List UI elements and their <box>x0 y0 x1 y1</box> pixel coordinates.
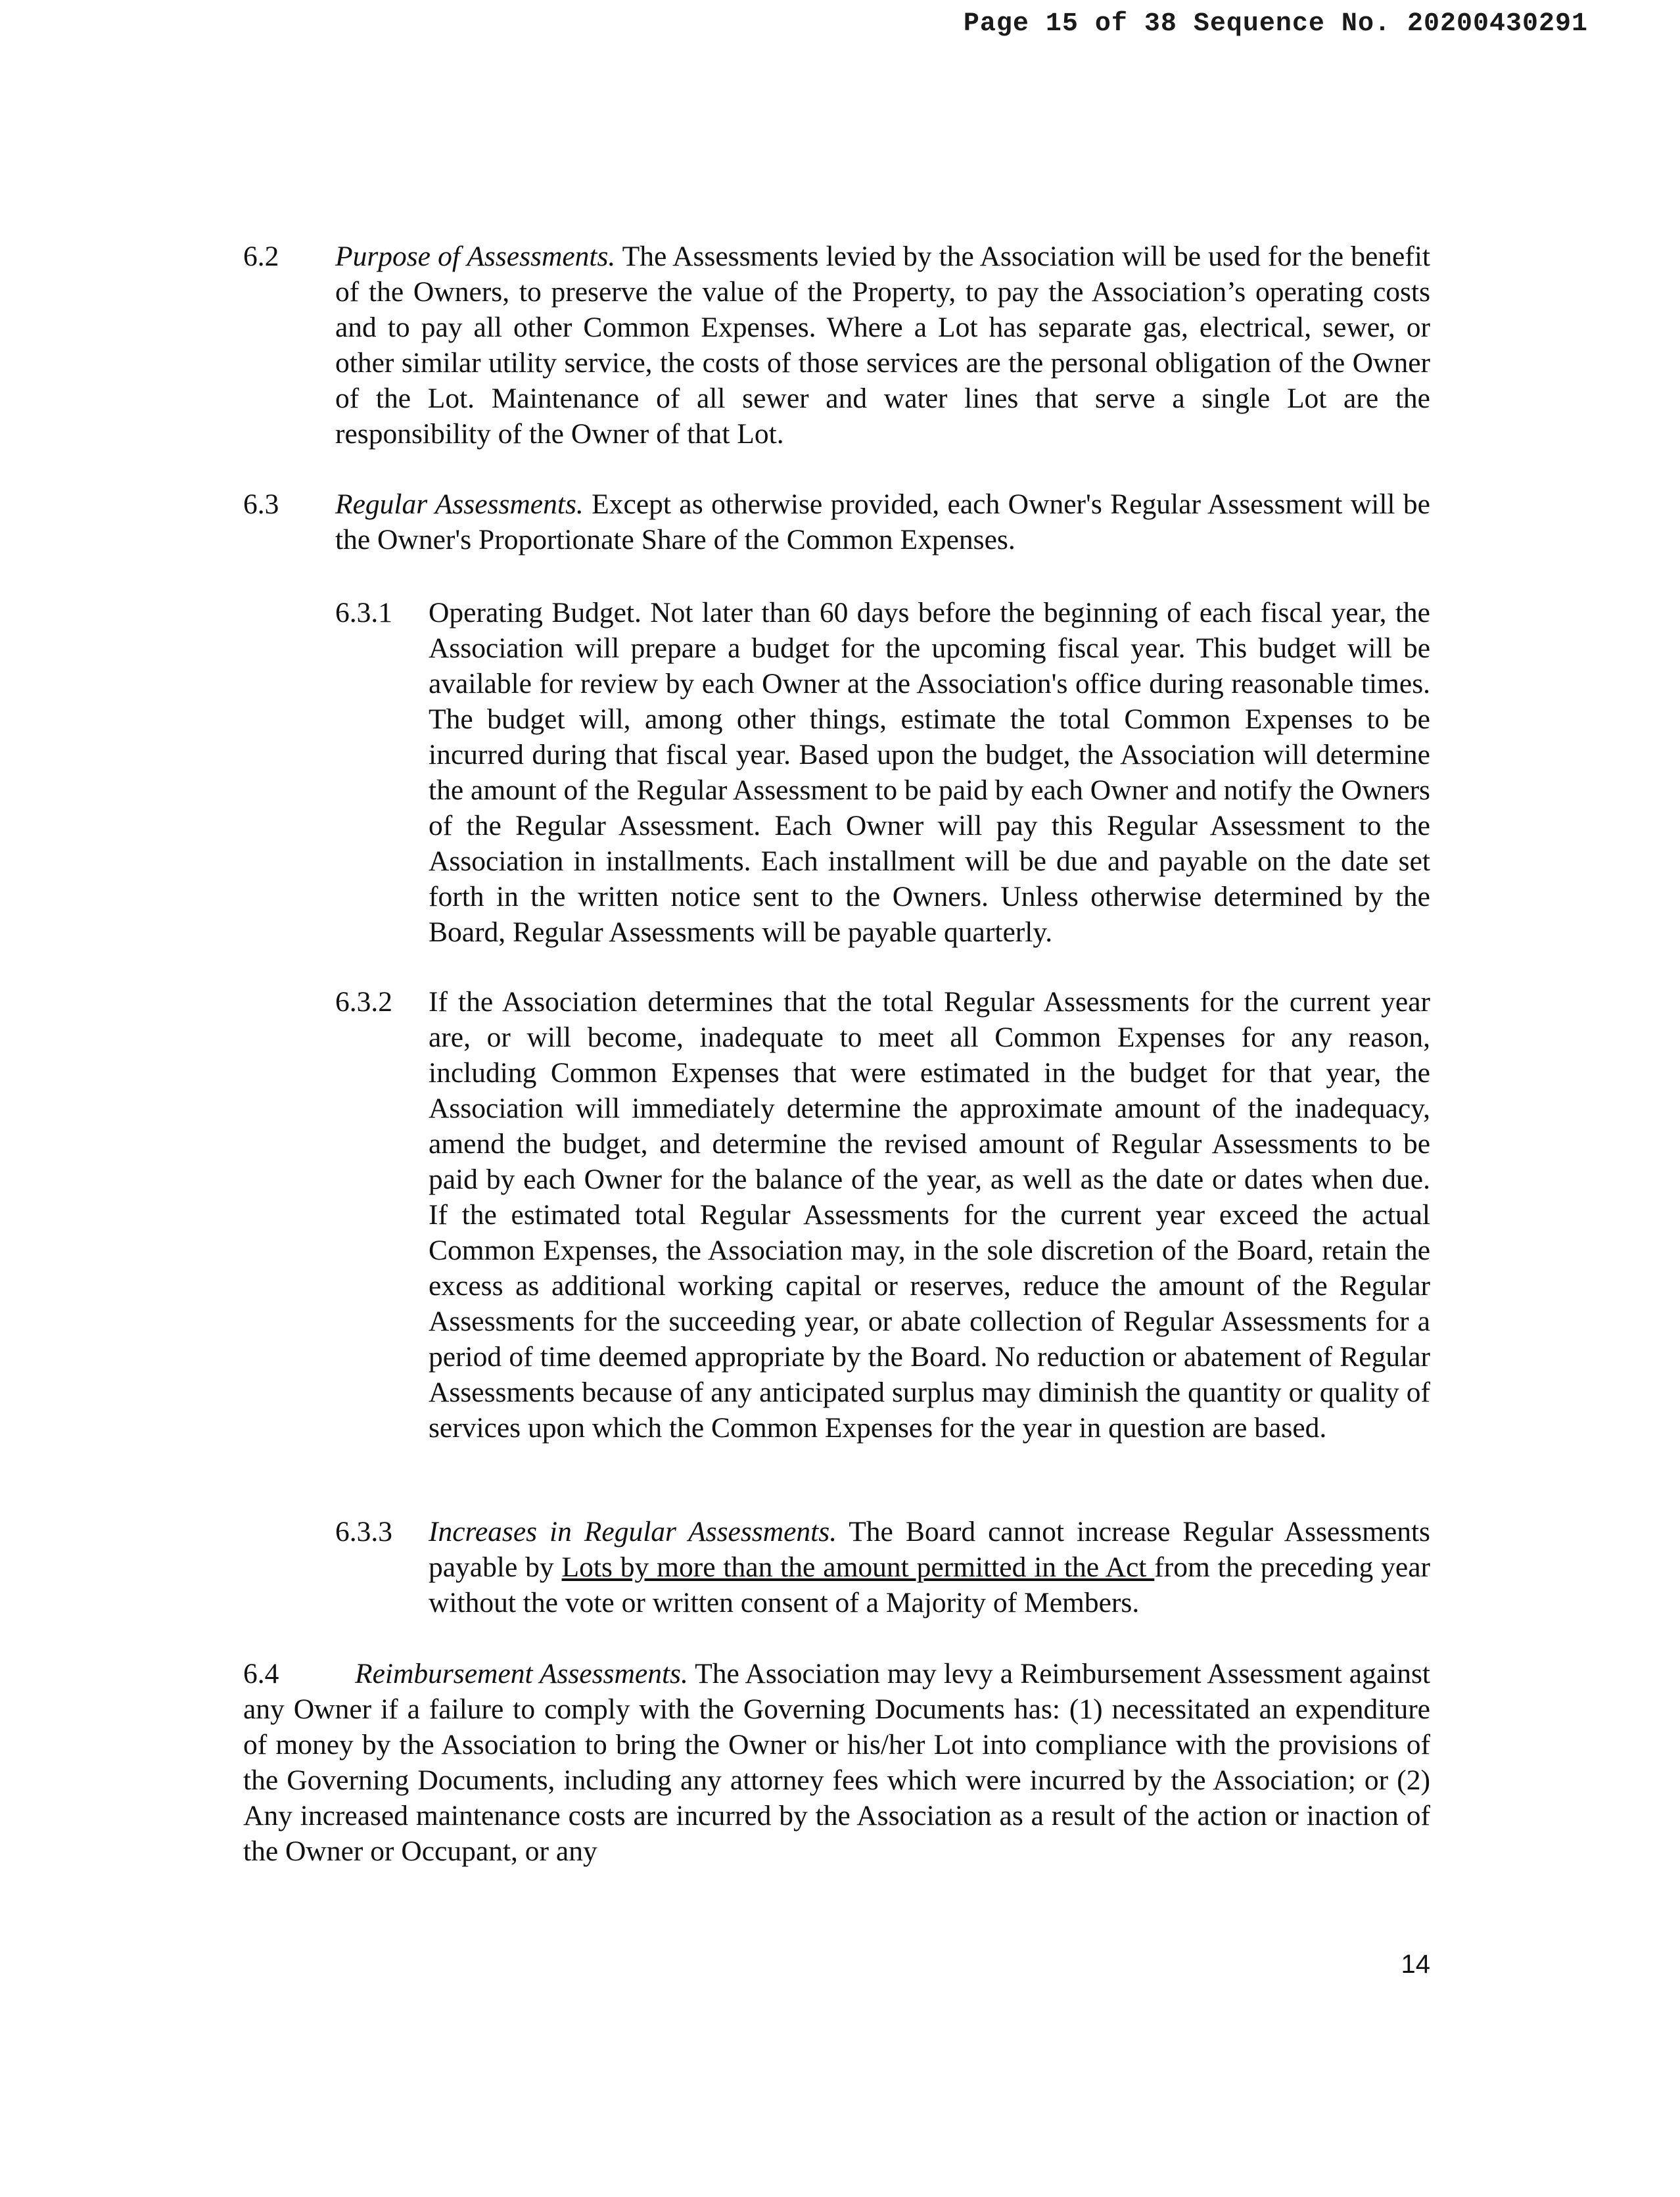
section-6-3-2 <box>335 984 1430 1446</box>
section-number: 6.3 <box>243 488 279 520</box>
section-body-after: from the preceding year without the vote or written consent of a Majority of Members. <box>429 1551 1431 1618</box>
page-number: 14 <box>1401 1950 1430 1979</box>
section-number: 6.3.2 <box>335 986 392 1018</box>
section-text <box>429 1514 1430 1620</box>
section-number: 6.4 <box>243 1658 279 1689</box>
section-6-3-3 <box>335 1514 1430 1620</box>
section-body: If the Association determines that the total Regular Assessments for the current year are, or will become, inadequate to meet all Common Expenses for any reason, including Common Expenses that were estimated in the budget for that year, the Association will immediately determine the approximate amount of the inadequacy, amend the budget, and determine the revised amount of Regular Assessments to be paid by each Owner for the balance of the year, as well as the date or dates when due. If the estimated total Regular Assessments for the current year exceed the actual Common Expenses, the Association may, in the sole discretion of the Board, retain the excess as additional working capital or reserves, reduce the amount of the Regular Assessments for the succeeding year, or abate collection of Regular Assessments for a period of time deemed appropriate by the Board. No reduction or abatement of Regular Assessments because of any anticipated surplus may diminish the quantity or quality of services upon which the Common Expenses for the year in question are based. <box>429 986 1430 1444</box>
section-6-4 <box>243 1656 1430 1869</box>
section-number: 6.3.1 <box>335 597 392 628</box>
section-body: The Association may levy a Reimbursement Assessment against any Owner if a failure to comply with the Governing Documents has: (1) necessitated an expenditure of money by the Association to bring the Owner or his/her Lot into compliance with the provisions of the Governing Documents, including any attorney fees which were incurred by the Association; or (2) Any increased maintenance costs are incurred by the Association as a result of the action or inaction of the Owner or Occupant, or any <box>243 1658 1430 1867</box>
section-number: 6.2 <box>243 241 279 272</box>
section-body: Operating Budget. Not later than 60 days before the beginning of each fiscal year, the Association will prepare a budget for the upcoming fiscal year. This budget will be available for review by each Owner at the Association's office during reasonable times. The budget will, among other things, estimate the total Common Expenses to be incurred during that fiscal year. Based upon the budget, the Association will determine the amount of the Regular Assessment to be paid by each Owner and notify the Owners of the Regular Assessment. Each Owner will pay this Regular Assessment to the Association in installments. Each installment will be due and payable on the date set forth in the written notice sent to the Owners. Unless otherwise determined by the Board, Regular Assessments will be payable quarterly. <box>429 597 1430 948</box>
section-body: The Assessments levied by the Association will be used for the benefit of the Owners, to preserve the value of the Property, to pay the Association’s operating costs and to pay all other Common Expenses. Where a Lot has separate gas, electrical, sewer, or other similar utility service, the costs of those services are the personal obligation of the Owner of the Lot. Maintenance of all sewer and water lines that serve a single Lot are the responsibility of the Owner of that Lot. <box>335 241 1430 450</box>
section-6-2 <box>243 239 1430 452</box>
section-6-3 <box>243 486 1430 557</box>
underlined-text: Lots by more than the amount permitted in the Act <box>561 1551 1155 1583</box>
section-6-3-1 <box>335 595 1430 950</box>
section-text <box>335 486 1430 557</box>
section-body-before: The Board cannot increase Regular Assessments payable by <box>429 1516 1430 1583</box>
section-title: Purpose of Assessments. <box>335 241 616 272</box>
section-title: Regular Assessments. <box>335 488 584 520</box>
section-body: Except as otherwise provided, each Owner's Regular Assessment will be the Owner's Proportionate Share of the Common Expenses. <box>335 488 1430 555</box>
page-sequence-stamp: Page 15 of 38 Sequence No. 20200430291 <box>963 9 1588 39</box>
section-title: Reimbursement Assessments. <box>355 1658 688 1689</box>
section-number: 6.3.3 <box>335 1516 392 1547</box>
section-text <box>335 239 1430 452</box>
section-title: Increases in Regular Assessments. <box>429 1516 837 1547</box>
